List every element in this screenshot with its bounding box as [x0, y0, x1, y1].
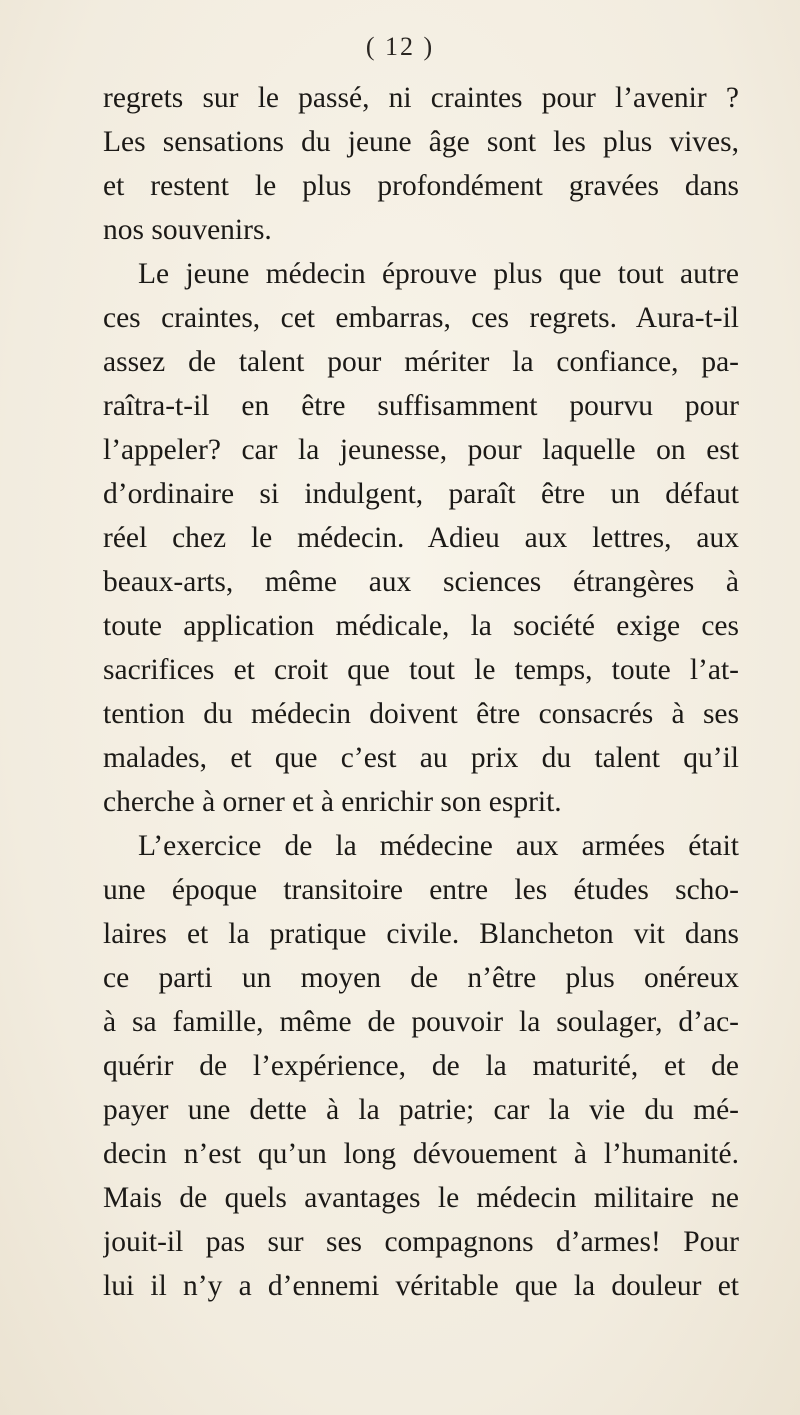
text-line: L’exercice de la médecine aux armées était [138, 830, 739, 862]
text-line: tention du médecin doivent être consacrés à ses [103, 698, 739, 730]
text-line: quérir de l’expérience, de la maturité, et de [103, 1050, 739, 1082]
text-line: d’ordinaire si indulgent, paraît être un défaut [103, 478, 739, 510]
text-line: ces craintes, cet embarras, ces regrets. Aura-t-il [103, 302, 739, 334]
text-line: Les sensations du jeune âge sont les plus vives, [103, 126, 739, 158]
body-text [103, 76, 739, 1308]
text-line: laires et la pratique civile. Blancheton vit dans [103, 918, 739, 950]
text-line: réel chez le médecin. Adieu aux lettres, aux [103, 522, 739, 554]
text-line: beaux-arts, même aux sciences étrangères à [103, 566, 739, 598]
text-line: lui il n’y a d’ennemi véritable que la douleur et [103, 1270, 739, 1302]
text-line: ce parti un moyen de n’être plus onéreux [103, 962, 739, 994]
text-line: et restent le plus profondément gravées dans [103, 170, 739, 202]
text-line: l’appeler? car la jeunesse, pour laquelle on est [103, 434, 739, 466]
text-line: jouit-il pas sur ses compagnons d’armes! Pour [103, 1226, 739, 1258]
text-line: Mais de quels avantages le médecin militaire ne [103, 1182, 739, 1214]
text-line: une époque transitoire entre les études scho- [103, 874, 739, 906]
text-line: assez de talent pour mériter la confiance, pa- [103, 346, 739, 378]
text-line: nos souvenirs. [103, 214, 272, 246]
text-line: à sa famille, même de pouvoir la soulager, d’ac- [103, 1006, 739, 1038]
text-line: Le jeune médecin éprouve plus que tout autre [138, 258, 739, 290]
text-line: sacrifices et croit que tout le temps, toute l’at- [103, 654, 739, 686]
text-line: raîtra-t-il en être suffisamment pourvu pour [103, 390, 739, 422]
text-line: cherche à orner et à enrichir son esprit. [103, 786, 562, 818]
text-line: decin n’est qu’un long dévouement à l’humanité. [103, 1138, 739, 1170]
text-line: malades, et que c’est au prix du talent qu’il [103, 742, 739, 774]
text-line: toute application médicale, la société exige ces [103, 610, 739, 642]
page-number: ( 12 ) [365, 32, 435, 61]
text-line: regrets sur le passé, ni craintes pour l’avenir ? [103, 82, 739, 114]
text-line: payer une dette à la patrie; car la vie du mé- [103, 1094, 739, 1126]
